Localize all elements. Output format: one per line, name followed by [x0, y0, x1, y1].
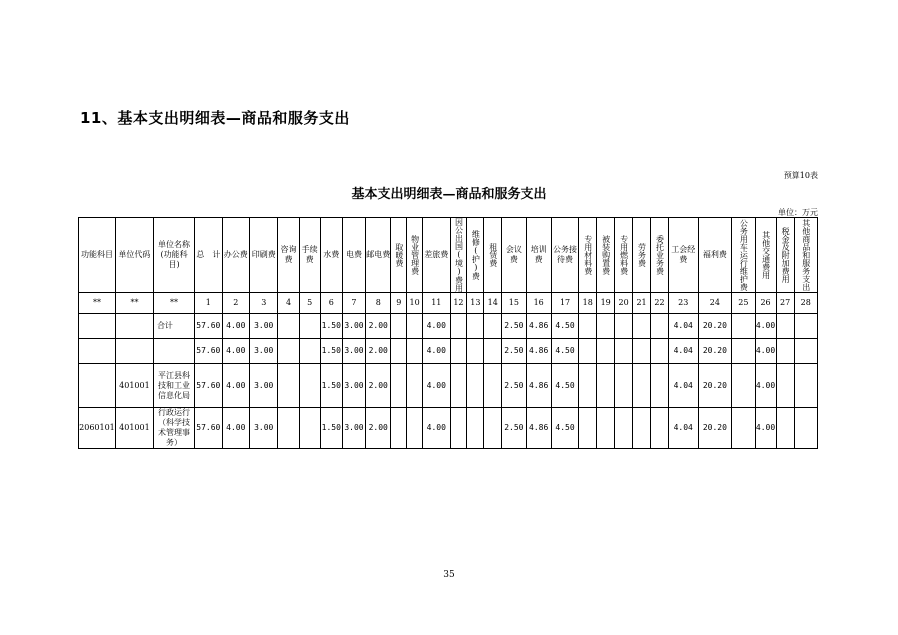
table-row-1-cell-12 — [407, 314, 423, 339]
header-row-cell-8: 水费 — [320, 218, 342, 293]
table-row-4-cell-28: 4.00 — [755, 408, 776, 449]
column-number-row-cell-25: 23 — [668, 293, 698, 314]
table-row-2-cell-11 — [391, 339, 407, 364]
table-row-1-cell-30 — [794, 314, 817, 339]
table-row-1-cell-27 — [732, 314, 755, 339]
table-row-2-cell-0 — [79, 339, 116, 364]
table-row-4-cell-3: 57.60 — [195, 408, 222, 449]
table-row-3-cell-26: 20.20 — [698, 364, 732, 408]
column-number-row-cell-30: 28 — [794, 293, 817, 314]
column-number-row-cell-21: 19 — [597, 293, 615, 314]
table-row-4-cell-1: 401001 — [115, 408, 153, 449]
table-row-3-cell-9: 3.00 — [342, 364, 365, 408]
table-row-3-cell-16 — [484, 364, 502, 408]
header-row-cell-1: 单位代码 — [115, 218, 153, 293]
table-row-2-cell-16 — [484, 339, 502, 364]
header-row-cell-7: 手续费 — [299, 218, 320, 293]
table-row-3-cell-13: 4.00 — [423, 364, 450, 408]
table-row-1-cell-7 — [299, 314, 320, 339]
table-row-3-cell-6 — [278, 364, 299, 408]
column-number-row-cell-12: 10 — [407, 293, 423, 314]
header-row-cell-30: 其他商品和服务支出 — [794, 218, 817, 293]
table-row-2-cell-27 — [732, 339, 755, 364]
table-row-3-cell-14 — [450, 364, 467, 408]
table-row-1-cell-16 — [484, 314, 502, 339]
header-row-cell-21: 被装购置费 — [597, 218, 615, 293]
table-row-1-cell-24 — [651, 314, 669, 339]
table-row-2-cell-25: 4.04 — [668, 339, 698, 364]
header-row-cell-23: 劳务费 — [633, 218, 651, 293]
table-row-3-cell-12 — [407, 364, 423, 408]
table-row-4-cell-30 — [794, 408, 817, 449]
table-row-1-cell-2: 合计 — [153, 314, 194, 339]
header-row-cell-14: 因公出国(境)费用 — [450, 218, 467, 293]
header-row-cell-6: 咨询费 — [278, 218, 299, 293]
table-row-3-cell-8: 1.50 — [320, 364, 342, 408]
table-row-3-cell-0 — [79, 364, 116, 408]
table-row-4-cell-19: 4.50 — [551, 408, 578, 449]
header-row-cell-29: 税金及附加费用 — [776, 218, 794, 293]
table-row-2-cell-20 — [579, 339, 597, 364]
page-heading: 11、基本支出明细表—商品和服务支出 — [80, 109, 350, 127]
table-row-2-cell-26: 20.20 — [698, 339, 732, 364]
table-row-3-cell-27 — [732, 364, 755, 408]
table-row-2-cell-19: 4.50 — [551, 339, 578, 364]
header-row-cell-4: 办公费 — [222, 218, 249, 293]
header-row-cell-13: 差旅费 — [423, 218, 450, 293]
table-row-4-cell-23 — [633, 408, 651, 449]
header-row-cell-9: 电费 — [342, 218, 365, 293]
table-row-3-cell-11 — [391, 364, 407, 408]
table-row-3-cell-3: 57.60 — [195, 364, 222, 408]
table-row-1-cell-3: 57.60 — [195, 314, 222, 339]
table-row-2-cell-7 — [299, 339, 320, 364]
table-row-1-cell-11 — [391, 314, 407, 339]
table-row-1-cell-28: 4.00 — [755, 314, 776, 339]
header-row-cell-24: 委托业务费 — [651, 218, 669, 293]
column-number-row-cell-2: ** — [153, 293, 194, 314]
table-row-4-cell-20 — [579, 408, 597, 449]
table-row-4-cell-15 — [467, 408, 484, 449]
table-row-3-cell-2: 平江县科技和工业信息化局 — [153, 364, 194, 408]
table-row-4-cell-24 — [651, 408, 669, 449]
table-row-3-cell-24 — [651, 364, 669, 408]
table-row-1-cell-4: 4.00 — [222, 314, 249, 339]
column-number-row-cell-3: 1 — [195, 293, 222, 314]
column-number-row-cell-5: 3 — [249, 293, 278, 314]
table-row-3-cell-28: 4.00 — [755, 364, 776, 408]
table-row-2-cell-24 — [651, 339, 669, 364]
table-row-1-cell-9: 3.00 — [342, 314, 365, 339]
header-row-cell-17: 会议费 — [502, 218, 526, 293]
column-number-row-cell-14: 12 — [450, 293, 467, 314]
table-row-4-cell-11 — [391, 408, 407, 449]
table-row-4-cell-10: 2.00 — [366, 408, 391, 449]
table-row-2-cell-28: 4.00 — [755, 339, 776, 364]
table-row-4-cell-5: 3.00 — [249, 408, 278, 449]
column-number-row — [79, 293, 818, 314]
table-row-2-cell-29 — [776, 339, 794, 364]
header-row-cell-0: 功能科目 — [79, 218, 116, 293]
expense-table — [78, 217, 818, 449]
table-row-4-cell-25: 4.04 — [668, 408, 698, 449]
column-number-row-cell-28: 26 — [755, 293, 776, 314]
table-row-1-cell-0 — [79, 314, 116, 339]
table-row-4-cell-18: 4.86 — [526, 408, 551, 449]
table-row-2-cell-21 — [597, 339, 615, 364]
table-row-1-cell-15 — [467, 314, 484, 339]
table-row-1-cell-17: 2.50 — [502, 314, 526, 339]
table-row-4-cell-21 — [597, 408, 615, 449]
table-title: 基本支出明细表—商品和服务支出 — [351, 187, 547, 202]
table-row-3-cell-18: 4.86 — [526, 364, 551, 408]
header-row-cell-18: 培训费 — [526, 218, 551, 293]
table-row-2-cell-2 — [153, 339, 194, 364]
table-row-3-cell-10: 2.00 — [366, 364, 391, 408]
table-row-1-cell-14 — [450, 314, 467, 339]
column-number-row-cell-0: ** — [79, 293, 116, 314]
table-row-3-cell-5: 3.00 — [249, 364, 278, 408]
table-row-1-cell-18: 4.86 — [526, 314, 551, 339]
table-row-3-cell-21 — [597, 364, 615, 408]
table-row-2-cell-15 — [467, 339, 484, 364]
table-row-1-cell-6 — [278, 314, 299, 339]
table-row-2-cell-30 — [794, 339, 817, 364]
table-row-4-cell-2: 行政运行（科学技术管理事务） — [153, 408, 194, 449]
header-row-cell-25: 工会经费 — [668, 218, 698, 293]
header-row-cell-15: 维修(护)费 — [467, 218, 484, 293]
column-number-row-cell-1: ** — [115, 293, 153, 314]
header-row-cell-5: 印刷费 — [249, 218, 278, 293]
table-row-2-cell-9: 3.00 — [342, 339, 365, 364]
table-row-2-cell-13: 4.00 — [423, 339, 450, 364]
table-row-3-cell-29 — [776, 364, 794, 408]
column-number-row-cell-26: 24 — [698, 293, 732, 314]
table-row-2-cell-8: 1.50 — [320, 339, 342, 364]
column-number-row-cell-24: 22 — [651, 293, 669, 314]
table-row-4-cell-14 — [450, 408, 467, 449]
table-row-3-cell-23 — [633, 364, 651, 408]
table-row-2-cell-3: 57.60 — [195, 339, 222, 364]
table-row-1-cell-8: 1.50 — [320, 314, 342, 339]
table-row-3-cell-22 — [615, 364, 633, 408]
column-number-row-cell-4: 2 — [222, 293, 249, 314]
table-row-2-cell-23 — [633, 339, 651, 364]
table-row-4-cell-16 — [484, 408, 502, 449]
header-row-cell-28: 其他交通费用 — [755, 218, 776, 293]
column-number-row-cell-9: 7 — [342, 293, 365, 314]
header-row-cell-3: 总 计 — [195, 218, 222, 293]
table-row-1-cell-10: 2.00 — [366, 314, 391, 339]
table-row-3 — [79, 364, 818, 408]
header-row-cell-22: 专用燃料费 — [615, 218, 633, 293]
header-row-cell-16: 租赁费 — [484, 218, 502, 293]
header-row-cell-11: 取暖费 — [391, 218, 407, 293]
table-row-4-cell-12 — [407, 408, 423, 449]
table-row-3-cell-1: 401001 — [115, 364, 153, 408]
header-row-cell-10: 邮电费 — [366, 218, 391, 293]
form-number: 预算10表 — [783, 171, 818, 180]
table-row-4-cell-6 — [278, 408, 299, 449]
table-row-3-cell-15 — [467, 364, 484, 408]
unit-label: 单位：万元 — [778, 208, 818, 217]
table-row-3-cell-7 — [299, 364, 320, 408]
header-row-cell-26: 福利费 — [698, 218, 732, 293]
column-number-row-cell-16: 14 — [484, 293, 502, 314]
column-number-row-cell-13: 11 — [423, 293, 450, 314]
column-number-row-cell-10: 8 — [366, 293, 391, 314]
table-row-2 — [79, 339, 818, 364]
column-number-row-cell-17: 15 — [502, 293, 526, 314]
table-row-1-cell-29 — [776, 314, 794, 339]
table-row-4-cell-9: 3.00 — [342, 408, 365, 449]
table-row-4-cell-27 — [732, 408, 755, 449]
table-row-1 — [79, 314, 818, 339]
table-row-4-cell-4: 4.00 — [222, 408, 249, 449]
table-row-4-cell-17: 2.50 — [502, 408, 526, 449]
table-row-4-cell-7 — [299, 408, 320, 449]
table-row-1-cell-26: 20.20 — [698, 314, 732, 339]
table-row-2-cell-22 — [615, 339, 633, 364]
table-row-1-cell-23 — [633, 314, 651, 339]
header-row-cell-2: 单位名称(功能科目) — [153, 218, 194, 293]
header-row-cell-12: 物业管理费 — [407, 218, 423, 293]
table-row-3-cell-30 — [794, 364, 817, 408]
table-row-1-cell-5: 3.00 — [249, 314, 278, 339]
table-row-1-cell-20 — [579, 314, 597, 339]
column-number-row-cell-15: 13 — [467, 293, 484, 314]
column-number-row-cell-7: 5 — [299, 293, 320, 314]
table-row-1-cell-1 — [115, 314, 153, 339]
column-number-row-cell-8: 6 — [320, 293, 342, 314]
table-row-2-cell-12 — [407, 339, 423, 364]
table-row-2-cell-17: 2.50 — [502, 339, 526, 364]
table-row-1-cell-22 — [615, 314, 633, 339]
header-row-cell-27: 公务用车运行维护费 — [732, 218, 755, 293]
table-row-4-cell-0: 2060101 — [79, 408, 116, 449]
table-row-4-cell-26: 20.20 — [698, 408, 732, 449]
table-row-3-cell-20 — [579, 364, 597, 408]
table-row-1-cell-21 — [597, 314, 615, 339]
table-row-2-cell-4: 4.00 — [222, 339, 249, 364]
table-row-2-cell-14 — [450, 339, 467, 364]
table-row-4-cell-22 — [615, 408, 633, 449]
table-row-2-cell-5: 3.00 — [249, 339, 278, 364]
table-row-4-cell-13: 4.00 — [423, 408, 450, 449]
column-number-row-cell-20: 18 — [579, 293, 597, 314]
table-row-4 — [79, 408, 818, 449]
table-row-1-cell-13: 4.00 — [423, 314, 450, 339]
table-row-2-cell-18: 4.86 — [526, 339, 551, 364]
table-row-1-cell-25: 4.04 — [668, 314, 698, 339]
table-row-2-cell-10: 2.00 — [366, 339, 391, 364]
column-number-row-cell-19: 17 — [551, 293, 578, 314]
column-number-row-cell-29: 27 — [776, 293, 794, 314]
table-row-3-cell-25: 4.04 — [668, 364, 698, 408]
column-number-row-cell-6: 4 — [278, 293, 299, 314]
column-number-row-cell-18: 16 — [526, 293, 551, 314]
table-row-2-cell-1 — [115, 339, 153, 364]
column-number-row-cell-27: 25 — [732, 293, 755, 314]
table-row-3-cell-4: 4.00 — [222, 364, 249, 408]
table-row-3-cell-19: 4.50 — [551, 364, 578, 408]
header-row — [79, 218, 818, 293]
table-row-1-cell-19: 4.50 — [551, 314, 578, 339]
column-number-row-cell-11: 9 — [391, 293, 407, 314]
table-row-4-cell-29 — [776, 408, 794, 449]
table-row-3-cell-17: 2.50 — [502, 364, 526, 408]
column-number-row-cell-22: 20 — [615, 293, 633, 314]
header-row-cell-19: 公务接待费 — [551, 218, 578, 293]
column-number-row-cell-23: 21 — [633, 293, 651, 314]
table-row-4-cell-8: 1.50 — [320, 408, 342, 449]
page-number: 35 — [443, 570, 455, 580]
table-row-2-cell-6 — [278, 339, 299, 364]
header-row-cell-20: 专用材料费 — [579, 218, 597, 293]
